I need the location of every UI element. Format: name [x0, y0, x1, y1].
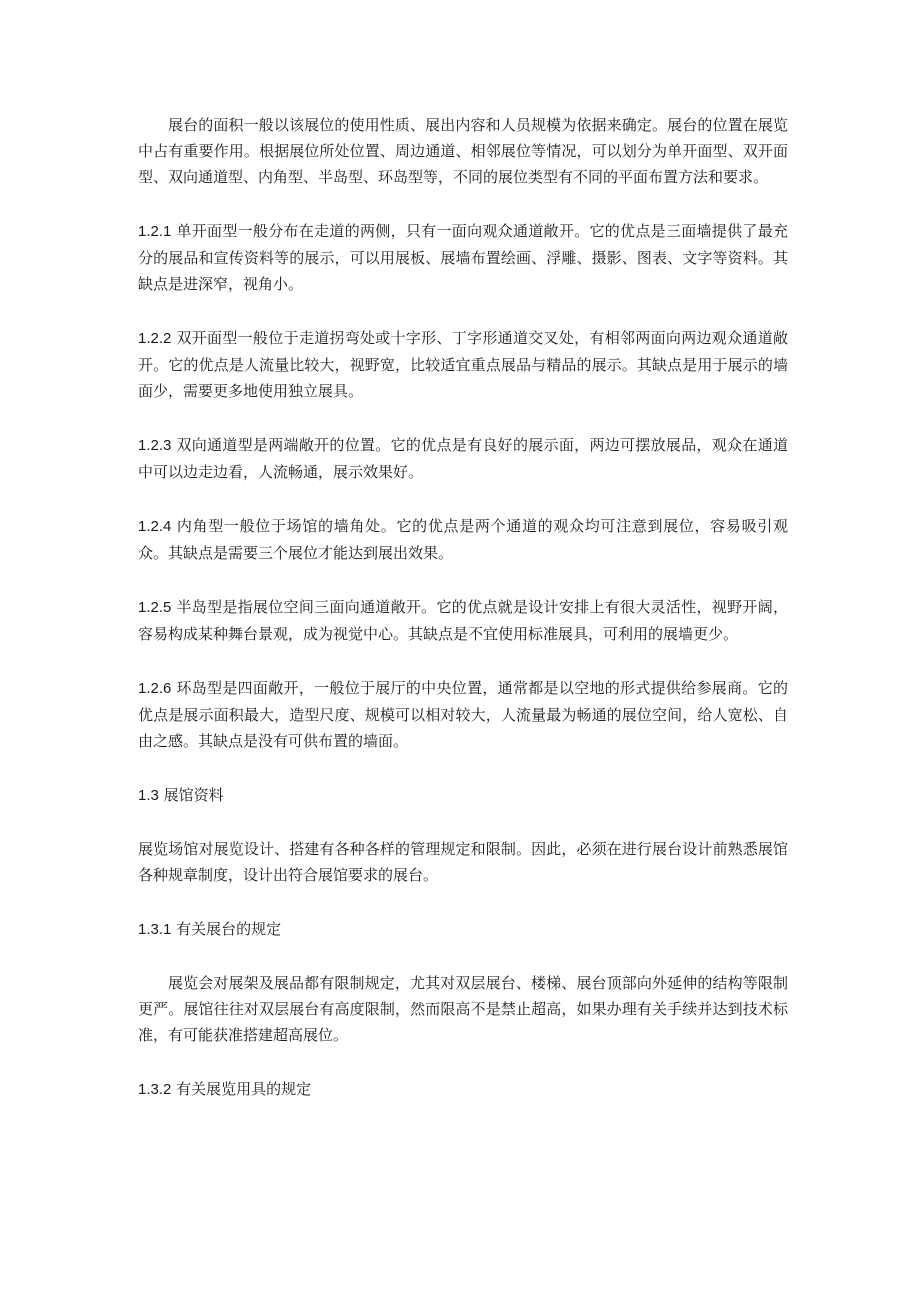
section-number: 1.3.2 [138, 1081, 172, 1098]
section-1-2-3 [138, 432, 788, 485]
heading-text: 有关展台的规定 [176, 920, 282, 938]
section-1-2-6 [138, 675, 788, 754]
section-1-2-1 [138, 218, 788, 297]
section-number: 1.2.4 [138, 518, 172, 535]
paragraph-text: 双向通道型是两端敞开的位置。它的优点是有良好的展示面，两边可摆放展品，观众在通道中可以边走边看，人流畅通，展示效果好。 [138, 436, 788, 481]
section-number: 1.2.1 [138, 223, 172, 240]
section-number: 1.3.1 [138, 921, 172, 938]
section-1-2-2 [138, 325, 788, 404]
section-1-2-5 [138, 594, 788, 647]
paragraph-text: 展览场馆对展览设计、搭建有各种各样的管理规定和限制。因此，必须在进行展台设计前熟悉展馆各种规章制度，设计出符合展馆要求的展台。 [138, 840, 788, 884]
section-number: 1.2.3 [138, 437, 172, 454]
paragraph-text: 双开面型一般位于走道拐弯处或十字形、丁字形通道交叉处，有相邻两面向两边观众通道敞开。它的优点是人流量比较大，视野宽，比较适宜重点展品与精品的展示。其缺点是用于展示的墙面少，需要更多地使用独立展具。 [138, 329, 788, 400]
heading-text: 展馆资料 [163, 786, 224, 804]
section-heading-1-3-2 [138, 1076, 788, 1103]
paragraph-text: 内角型一般位于场馆的墙角处。它的优点是两个通道的观众均可注意到展位，容易吸引观众。其缺点是需要三个展位才能达到展出效果。 [138, 517, 788, 562]
section-heading-1-3 [138, 782, 788, 809]
booth-rules-paragraph [138, 970, 788, 1048]
section-1-2-4 [138, 513, 788, 566]
section-number: 1.2.2 [138, 330, 172, 347]
heading-text: 有关展览用具的规定 [176, 1080, 312, 1098]
section-number: 1.2.5 [138, 599, 172, 616]
section-number: 1.2.6 [138, 680, 172, 697]
paragraph-text: 单开面型一般分布在走道的两侧，只有一面向观众通道敞开。它的优点是三面墙提供了最充分的展品和宣传资料等的展示，可以用展板、展墙布置绘画、浮雕、摄影、图表、文字等资料。其缺点是进深窄，视角小。 [138, 222, 788, 293]
intro-paragraph [138, 112, 788, 190]
paragraph-text: 环岛型是四面敞开，一般位于展厅的中央位置，通常都是以空地的形式提供给参展商。它的优点是展示面积最大，造型尺度、规模可以相对较大，人流量最为畅通的展位空间，给人宽松、自由之感。其缺点是没有可供布置的墙面。 [138, 679, 788, 750]
paragraph-text: 展台的面积一般以该展位的使用性质、展出内容和人员规模为依据来确定。展台的位置在展览中占有重要作用。根据展位所处位置、周边通道、相邻展位等情况，可以划分为单开面型、双开面型、双向通道型、内角型、半岛型、环岛型等，不同的展位类型有不同的平面布置方法和要求。 [138, 116, 788, 186]
venue-paragraph [138, 836, 788, 888]
paragraph-text: 半岛型是指展位空间三面向通道敞开。它的优点就是设计安排上有很大灵活性，视野开阔，容易构成某种舞台景观，成为视觉中心。其缺点是不宜使用标准展具，可利用的展墙更少。 [138, 598, 788, 643]
paragraph-text: 展览会对展架及展品都有限制规定，尤其对双层展台、楼梯、展台顶部向外延伸的结构等限制更严。展馆往往对双层展台有高度限制，然而限高不是禁止超高，如果办理有关手续并达到技术标准，有可能获准搭建超高展位。 [138, 974, 788, 1044]
section-number: 1.3 [138, 787, 159, 804]
document-body [138, 112, 788, 1130]
section-heading-1-3-1 [138, 916, 788, 943]
